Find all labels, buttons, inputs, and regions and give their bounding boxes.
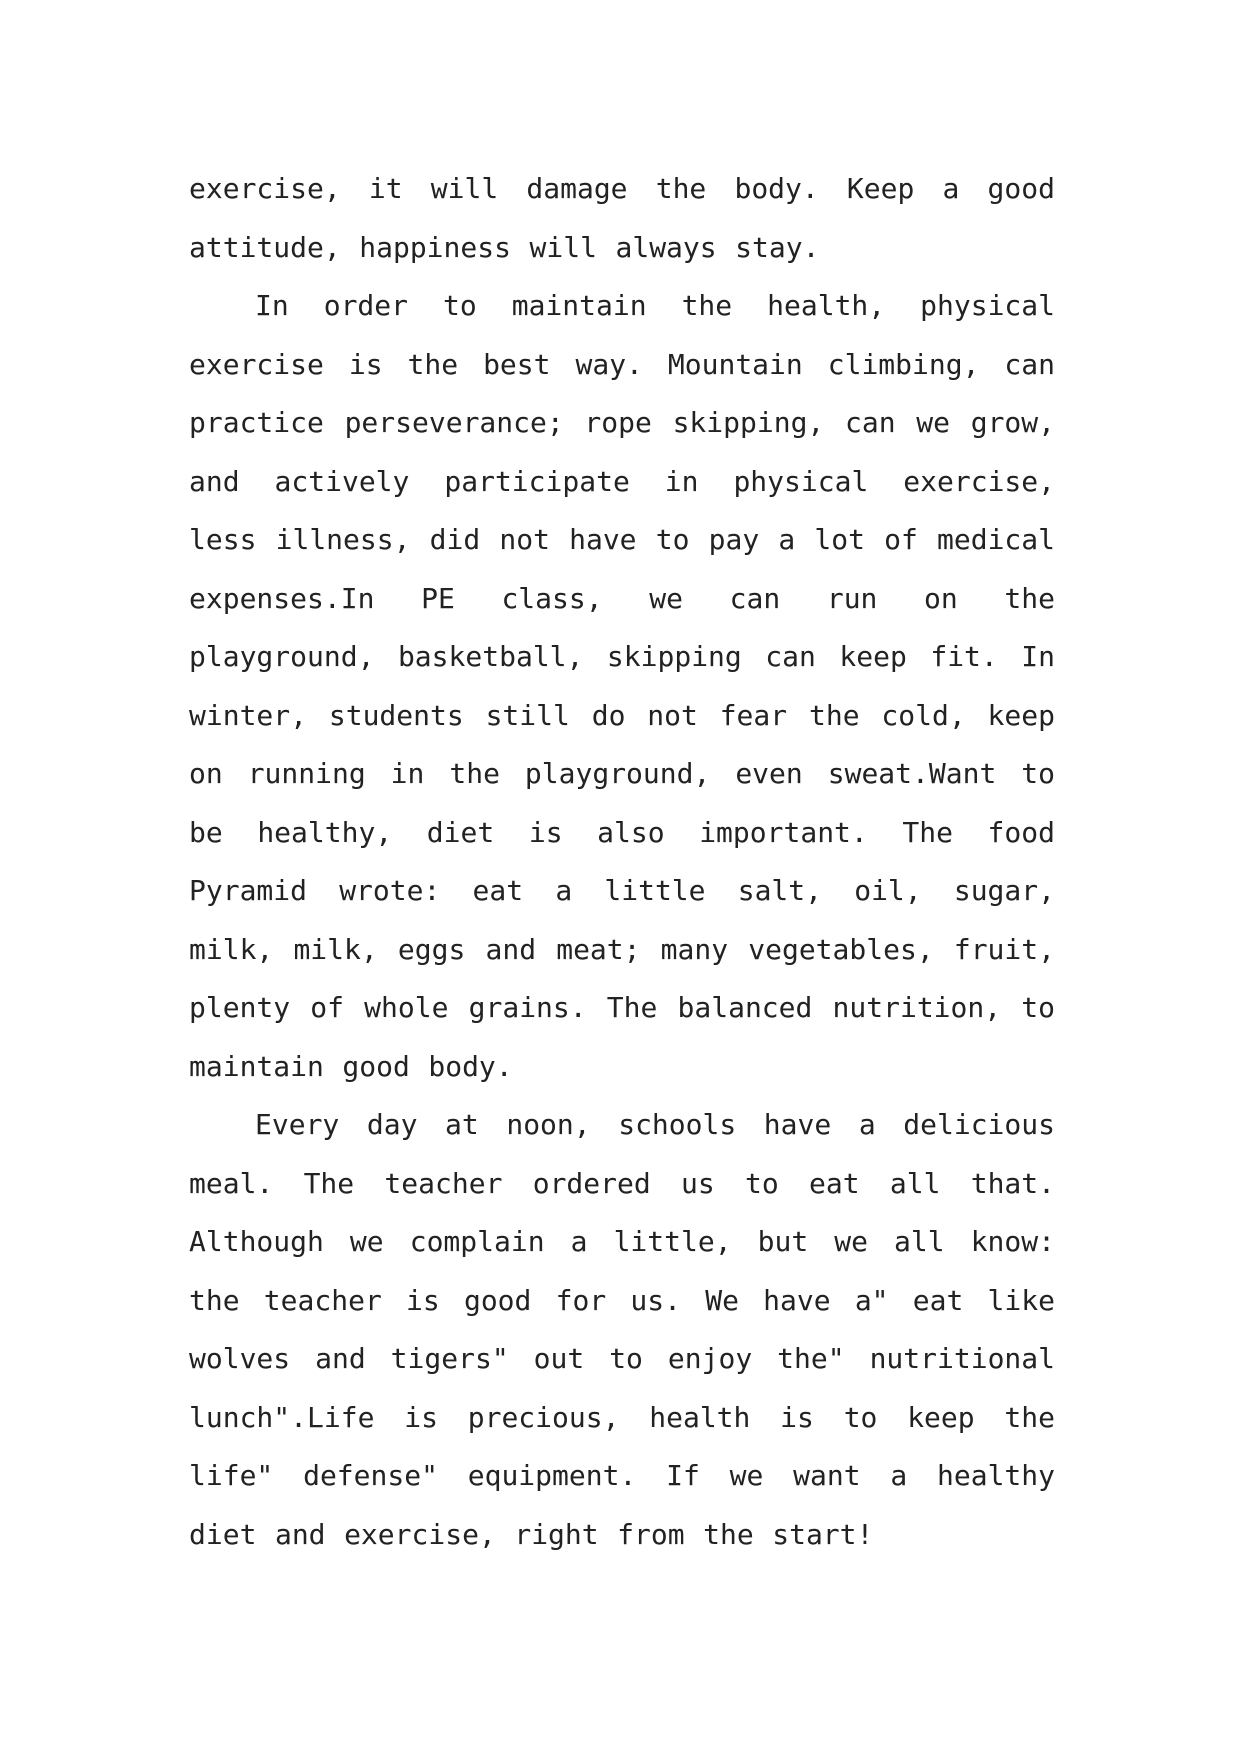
paragraph-school-lunch: Every day at noon, schools have a delicious meal. The teacher ordered us to eat all that. Although we complain a little, but we all know: the teacher is good for us. We have a" eat like wolves and tigers" out to enjoy the" nutritional lunch".Life is precious, health is to keep the life" defense" equipment. If we want a healthy diet and exercise, right from the start! [189,1108,1055,1551]
paragraph-exercise-and-diet: In order to maintain the health, physical exercise is the best way. Mountain climbing, can practice perseverance; rope skipping, can we grow, and actively participate in physical exercise, less illness, did not have to pay a lot of medical expenses.In PE class, we can run on the playground, basketball, skipping can keep fit. In winter, students still do not fear the cold, keep on running in the playground, even sweat.Want to be healthy, diet is also important. The food Pyramid wrote: eat a little salt, oil, sugar, milk, milk, eggs and meat; many vegetables, fruit, plenty of whole grains. The balanced nutrition, to maintain good body. [189,289,1055,1083]
document-page [189,160,1055,1564]
paragraph-continuation: exercise, it will damage the body. Keep a good attitude, happiness will always stay. [189,172,1055,264]
